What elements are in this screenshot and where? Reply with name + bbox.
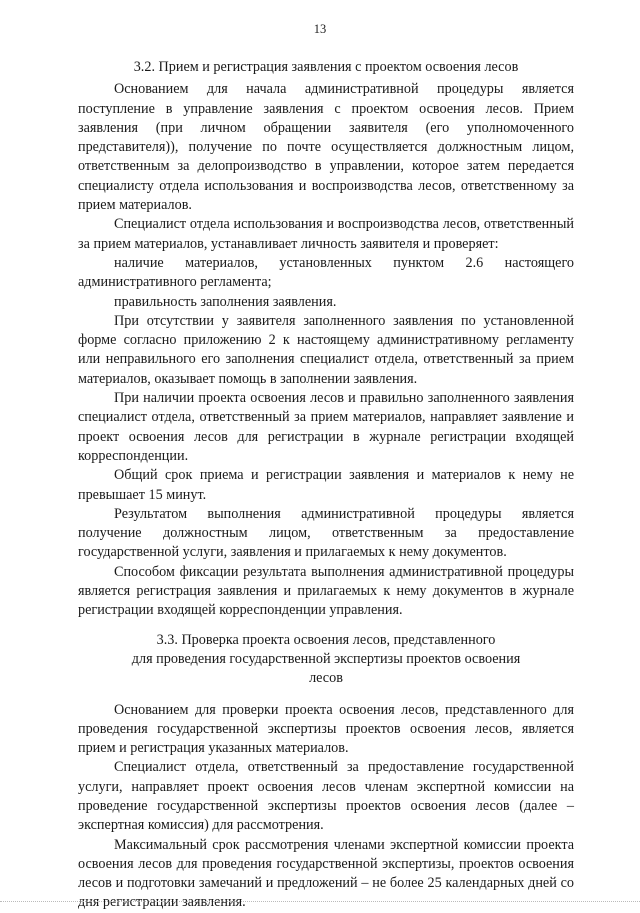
list-item: правильность заполнения заявления. <box>114 293 337 310</box>
document-body <box>78 58 574 913</box>
paragraph: Результатом выполнения административной процедуры является получение должностным лицом, ответственным за предоставление государственной услуги, заявления и прилагаемых к нему документов. <box>78 505 574 561</box>
section-3-2 <box>78 58 574 621</box>
paragraph: Способом фиксации результата выполнения административной процедуры является регистрация заявления и прилагаемых к нему документов в журнале регистрации входящей корреспонденции управления. <box>78 563 574 619</box>
paragraph: Основанием для проверки проекта освоения лесов, представленного для проведения государственной экспертизы проектов освоения лесов, является прием и регистрация указанных материалов. <box>78 701 574 757</box>
paragraph: Общий срок приема и регистрации заявления и материалов к нему не превышает 15 минут. <box>78 467 574 503</box>
list-item: наличие материалов, установленных пунктом 2.6 настоящего административного регламента; <box>78 254 574 291</box>
page-number: 13 <box>313 22 327 36</box>
section-heading-line: лесов <box>309 670 343 687</box>
section-heading: 3.2. Прием и регистрация заявления с проектом освоения лесов <box>133 59 519 75</box>
section-heading <box>78 631 574 689</box>
paragraph: Специалист отдела использования и воспроизводства лесов, ответственный за прием материалов, устанавливает личность заявителя и проверяет: <box>78 216 574 252</box>
paragraph: Основанием для начала административной процедуры является поступление в управление заявления с проектом освоения лесов. Прием заявления (при личном обращении заявителя (его уполномоченного представителя)), получение по почте осуществляется должностным лицом, ответственным за делопроизводство в управлении, которое затем передается специалисту отдела использования и воспроизводства лесов, ответственному за прием материалов. <box>78 81 574 214</box>
page-bottom-edge <box>0 901 640 902</box>
paragraph: Максимальный срок рассмотрения членами экспертной комиссии проекта освоения лесов для проведения государственной экспертизы, проектов освоения лесов и подготовки замечаний и предложений – не более 25 календарных дней со дня регистрации заявления. <box>78 836 574 911</box>
section-3-3 <box>78 631 574 913</box>
section-heading-line: для проведения государственной экспертизы проектов освоения <box>131 650 521 667</box>
section-heading-line: 3.3. Проверка проекта освоения лесов, представленного <box>156 631 496 648</box>
paragraph: Специалист отдела, ответственный за предоставление государственной услуги, направляет проект освоения лесов членам экспертной комиссии на проведение государственной экспертизы проектов освоения лесов (далее – экспертная комиссия) для рассмотрения. <box>78 759 574 834</box>
paragraph: При наличии проекта освоения лесов и правильно заполненного заявления специалист отдела, ответственный за прием материалов, направляет заявление и проект освоения лесов для регистрации в журнале регистрации входящей корреспонденции. <box>78 390 574 464</box>
paragraph: При отсутствии у заявителя заполненного заявления по установленной форме согласно приложению 2 к настоящему административному регламенту или неправильного его заполнения специалист отдела, ответственный за прием материалов, оказывает помощь в заполнении заявления. <box>78 312 574 387</box>
